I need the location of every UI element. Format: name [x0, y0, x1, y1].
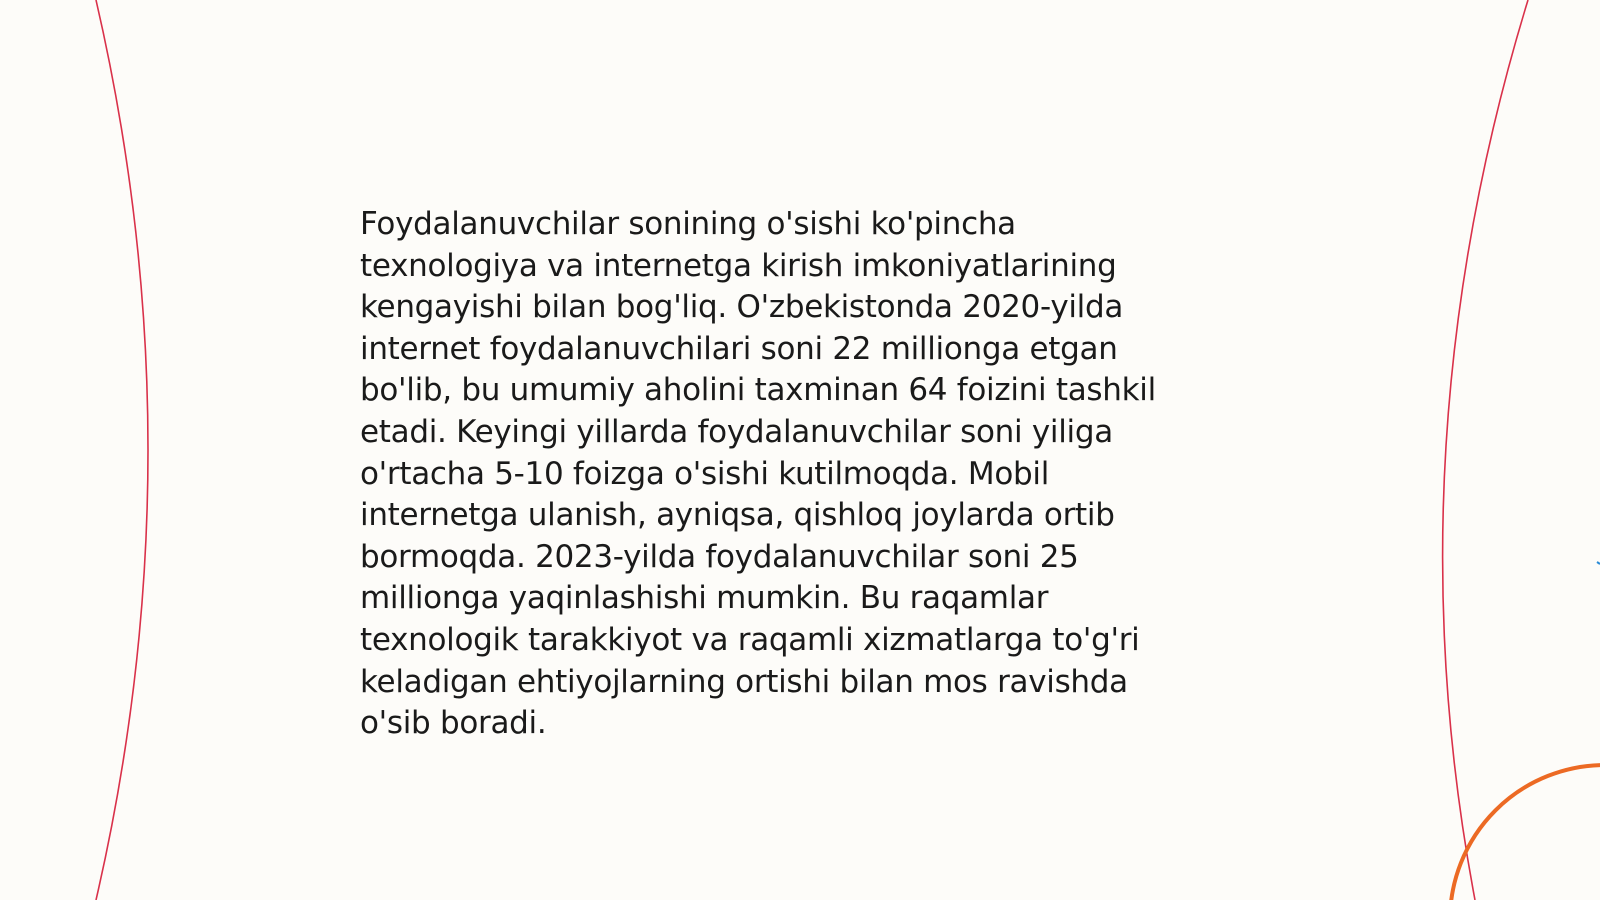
orange-circle-outline: [1450, 765, 1600, 900]
left-curve-line: [96, 0, 148, 900]
body-paragraph: Foydalanuvchilar sonining o'sishi ko'pincha texnologiya va internetga kirish imkoniyatlarining kengayishi bilan bog'liq. O'zbekistonda 2020-yilda internet foydalanuvchilari soni 22 millionga etgan bo'lib, bu umumiy aholini taxminan 64 foizini tashkil etadi. Keyingi yillarda foydalanuvchilar soni yiliga o'rtacha 5-10 foizga o'sishi kutilmoqda. Mobil internetga ulanish, ayniqsa, qishloq joylarda ortib bormoqda. 2023-yilda foydalanuvchilar soni 25 millionga yaqinlashishi mumkin. Bu raqamlar texnologik tarakkiyot va raqamli xizmatlarga to'g'ri keladigan ehtiyojlarning ortishi bilan mos ravishda o'sib boradi.: [360, 206, 1156, 742]
right-curve-line: [1443, 0, 1528, 900]
